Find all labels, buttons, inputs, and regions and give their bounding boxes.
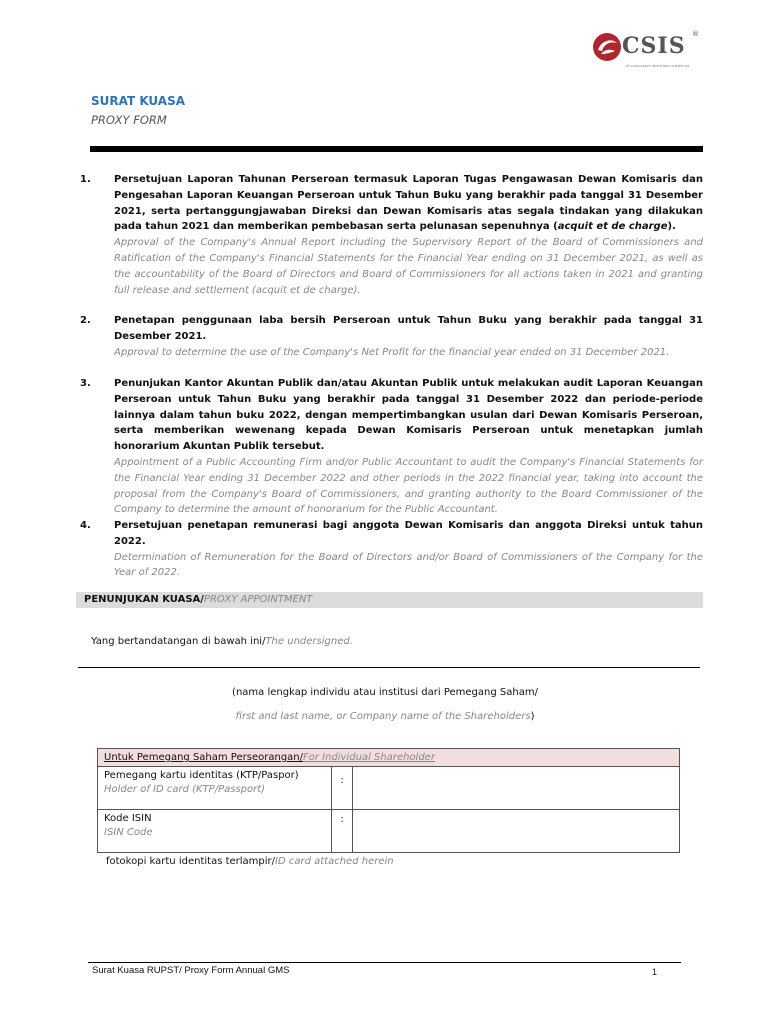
page-subtitle: PROXY FORM	[91, 113, 167, 127]
agenda-text-id: Persetujuan penetapan remunerasi bagi anggota Dewan Komisaris dan anggota Direksi untuk tahun 2022.	[114, 520, 703, 547]
company-logo	[592, 30, 704, 70]
logo-company-name: PT CAHAYASAKTI INVESTINDO SUKSES Tbk	[626, 64, 690, 68]
csis-logo-icon	[592, 32, 622, 62]
shareholder-name-hint-id: (nama lengkap individu atau institusi dari Pemegang Saham/	[232, 687, 538, 698]
table-row	[98, 767, 680, 810]
id-card-label: Pemegang kartu identitas (KTP/Paspor) Holder of ID card (KTP/Passport)	[98, 767, 332, 810]
table-header: Untuk Pemegang Saham Perseorangan/For Individual Shareholder	[98, 749, 680, 767]
isin-code-value-field[interactable]	[353, 810, 680, 853]
agenda-text-en: Appointment of a Public Accounting Firm and/or Public Accountant to audit the Company's Financial Statements for the Financial Year ending 31 December 2022 and other periods in the 2022 financial year, taking into account the proposal from the Company's Board of Commissioners, and granting authority to the Board Commissioner of the Company to determine the amount of honorarium for the Public Accountant.	[114, 456, 703, 516]
page-title: SURAT KUASA	[91, 94, 186, 108]
table-row	[98, 810, 680, 853]
agenda-text-en: Determination of Remuneration for the Board of Directors and/or Board of Commissioners of the Company for the Year of 2022.	[114, 551, 703, 579]
id-card-attached-note: fotokopi kartu identitas terlampir/ID card attached herein	[106, 856, 394, 867]
footer-text: Surat Kuasa RUPST/ Proxy Form Annual GMS	[92, 965, 290, 976]
isin-code-label: Kode ISIN ISIN Code	[98, 810, 332, 853]
page-number: 1	[652, 967, 658, 977]
agenda-text-id: Penunjukan Kantor Akuntan Publik dan/atau Akuntan Publik untuk melakukan audit Laporan Keuangan Perseroan untuk Tahun Buku yang berakhir pada tanggal 31 Desember 2022 dan periode-periode lainnya dalam tahun buku 2022, dengan mempertimbangkan usulan dari Dewan Komisaris Perseroan, serta memberikan wewenang kepada Dewan Komisaris Perseroan untuk menetapkan jumlah honorarium Akuntan Publik tersebut.	[114, 378, 703, 453]
agenda-text-en: Approval of the Company's Annual Report including the Supervisory Report of the Board of Commissioners and Ratification of the Company's Financial Statements for the Financial Year ending on 31 December 2021, as well as the accountability of the Board of Directors and Board of Commissioners for all actions taken in 2021 and granting full release and settlement (acquit et de charge).	[114, 237, 703, 296]
agenda-text-id: Penetapan penggunaan laba bersih Perseroan untuk Tahun Buku yang berakhir pada tanggal 31 Desember 2021.	[114, 315, 703, 342]
logo-registered-mark: ®	[692, 30, 699, 38]
shareholder-name-hint-en: first and last name, or Company name of the Shareholders)	[235, 711, 535, 722]
proxy-appointment-heading: PENUNJUKAN KUASA/PROXY APPOINTMENT	[76, 592, 703, 608]
agenda-number: 2.	[80, 315, 91, 326]
table-header-row	[98, 749, 680, 767]
individual-shareholder-table	[97, 748, 680, 853]
agenda-text-en: Approval to determine the use of the Company's Net Profit for the financial year ended on 31 December 2021.	[114, 346, 670, 358]
footer-divider	[88, 962, 681, 963]
agenda-number: 3.	[80, 378, 91, 389]
table-colon: :	[332, 767, 353, 810]
table-colon: :	[332, 810, 353, 853]
undersigned-label: Yang bertandatangan di bawah ini/The undersigned.	[91, 636, 353, 647]
shareholder-name-line[interactable]	[78, 667, 700, 668]
logo-wordmark: CSIS	[622, 33, 686, 59]
id-card-value-field[interactable]	[353, 767, 680, 810]
agenda-number: 1.	[80, 174, 91, 185]
agenda-number: 4.	[80, 520, 91, 531]
title-divider	[90, 146, 703, 152]
agenda-text-id: Persetujuan Laporan Tahunan Perseroan termasuk Laporan Tugas Pengawasan Dewan Komisaris dan Pengesahan Laporan Keuangan Perseroan untuk Tahun Buku yang berakhir pada tanggal 31 Desember 2021, serta pertanggungjawaban Direksi dan Dewan Komisaris atas segala tindakan yang dilakukan pada tahun 2021 dan memberikan pembebasan serta pelunasan sepenuhnya (acquit et de charge).	[114, 174, 703, 233]
